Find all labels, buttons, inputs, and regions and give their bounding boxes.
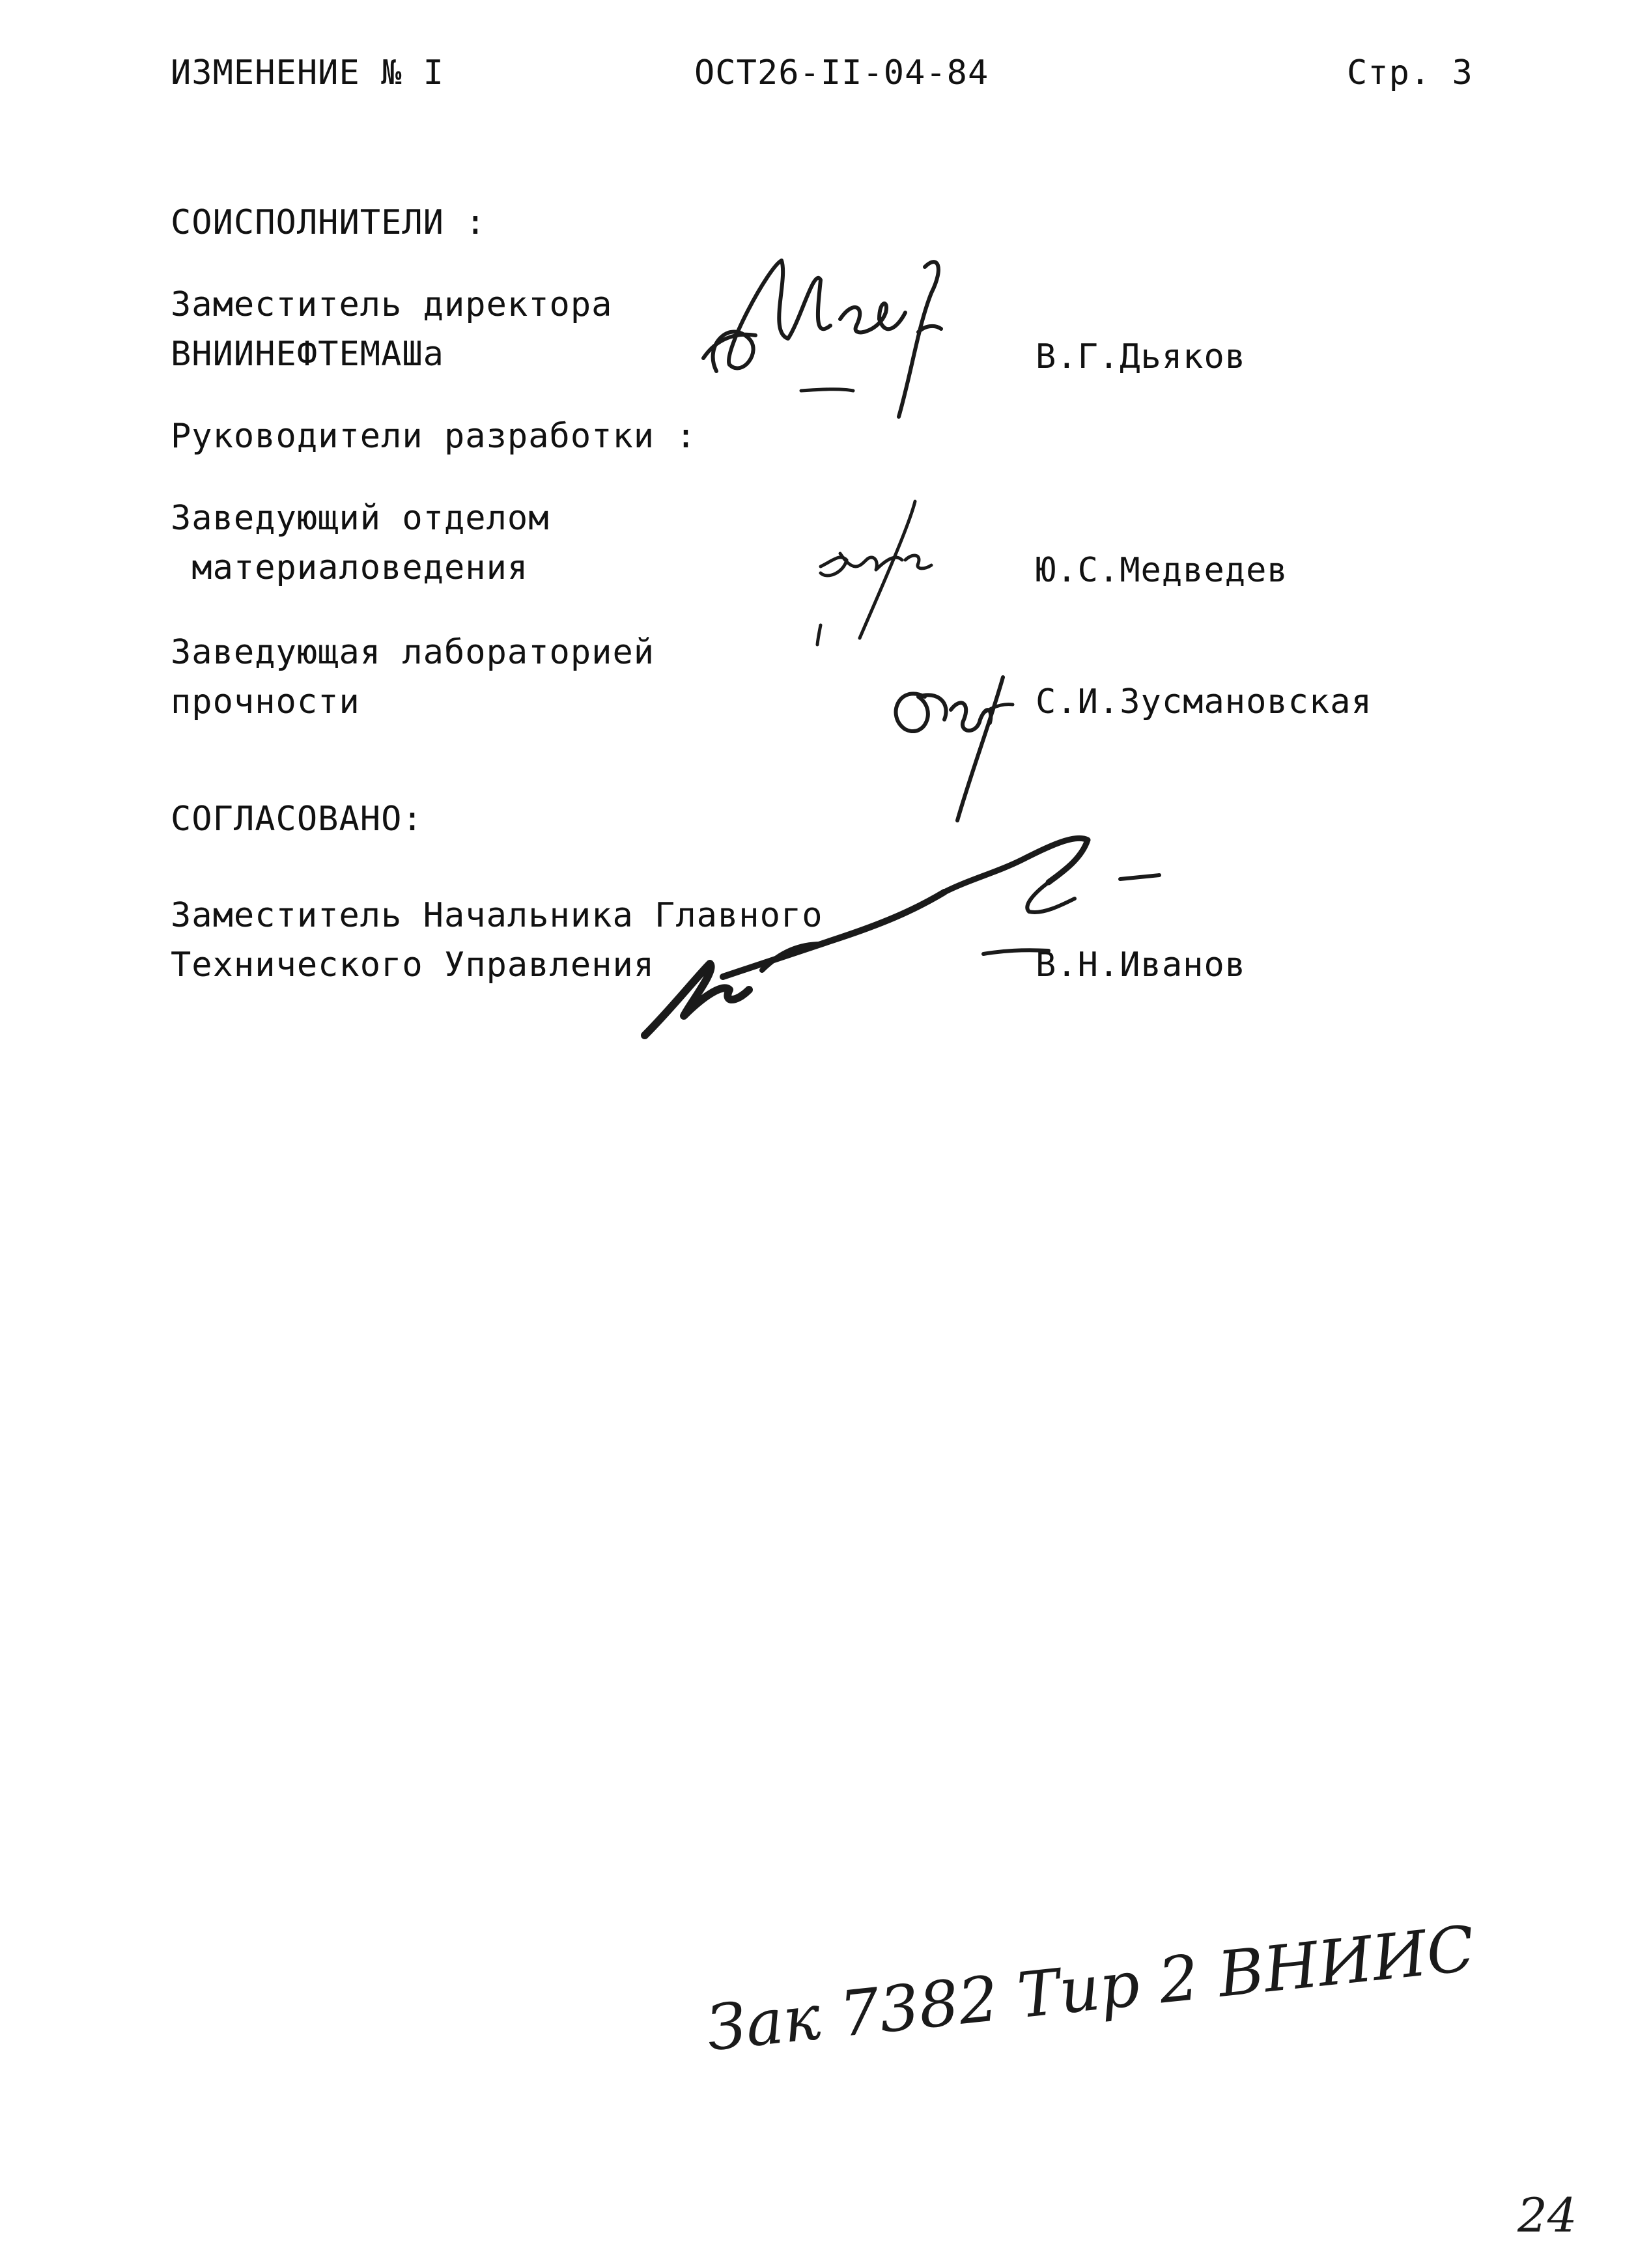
deputy-chief-name: В.Н.Иванов	[1036, 945, 1247, 985]
page-label: Стр. 3	[1347, 53, 1473, 92]
signature-ivanov	[632, 820, 1205, 1061]
signature-medvedev	[782, 488, 951, 651]
coexecutors-title: СОИСПОЛНИТЕЛИ :	[171, 203, 487, 242]
head-lab-position-line2: прочности	[171, 682, 360, 721]
head-department-position-line2: материаловедения	[171, 548, 529, 587]
handwritten-page-number: 24	[1517, 2188, 1577, 2243]
standard-code: ОСТ26-II-04-84	[694, 53, 989, 92]
deputy-director-name: В.Г.Дьяков	[1036, 337, 1247, 376]
head-lab-name: С.И.Зусмановская	[1036, 682, 1372, 721]
deputy-chief-position-line2: Технического Управления	[171, 945, 655, 985]
head-department-name: Ю.С.Медведев	[1036, 551, 1288, 590]
signature-zusmanovskaya	[873, 658, 1042, 827]
deputy-chief-position-line1: Заместитель Начальника Главного	[171, 896, 823, 935]
deputy-director-position-line2: ВНИИНЕФТЕМАШа	[171, 335, 444, 374]
signature-dyakov	[690, 241, 977, 436]
developers-title: Руководители разработки :	[171, 417, 697, 456]
deputy-director-position-line1: Заместитель директора	[171, 285, 613, 324]
head-lab-position-line1: Заведующая лабораторией	[171, 633, 655, 672]
head-department-position-line1: Заведующий отделом	[171, 499, 550, 538]
approved-title: СОГЛАСОВАНО:	[171, 800, 423, 839]
change-label: ИЗМЕНЕНИЕ № I	[171, 53, 444, 92]
handwritten-order-note: Зак 7382 Тир 2 ВНИИС	[703, 1912, 1478, 2065]
